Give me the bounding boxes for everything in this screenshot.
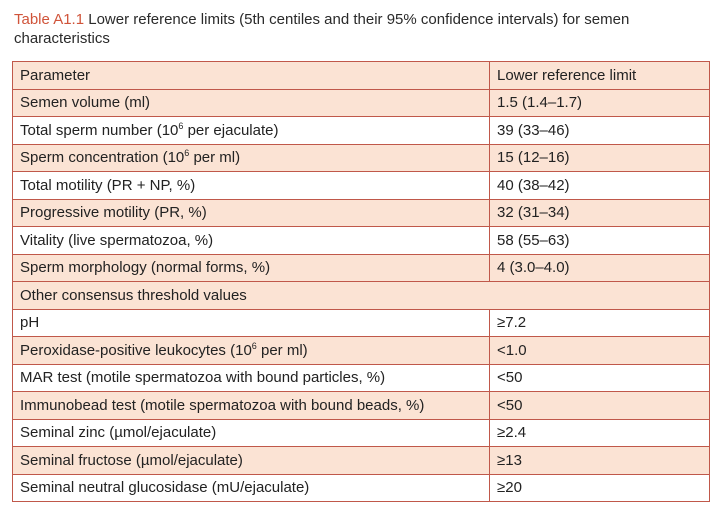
parameter-text: Sperm concentration (10 [20,149,185,167]
parameter-cell: Seminal zinc (µmol/ejaculate) [13,419,490,447]
parameter-cell [13,144,490,172]
table-row [13,254,710,282]
table-row [13,89,710,117]
value-cell: 4 (3.0–4.0) [490,254,710,282]
parameter-cell: Seminal neutral glucosidase (mU/ejaculate) [13,474,490,502]
parameter-cell: Total motility (PR + NP, %) [13,172,490,200]
table-row [13,309,710,337]
value-cell: <50 [490,392,710,420]
header-lower-limit: Lower reference limit [490,62,710,90]
value-cell: 39 (33–46) [490,117,710,145]
exponent: 6 [184,148,190,159]
value-cell: 58 (55–63) [490,227,710,255]
value-cell: <50 [490,364,710,392]
parameter-text: Peroxidase-positive leukocytes (10 [20,341,252,359]
table-row [13,474,710,502]
value-cell: <1.0 [490,337,710,365]
parameter-text: Total sperm number (10 [20,121,179,139]
table-row [13,447,710,475]
value-cell: ≥20 [490,474,710,502]
value-cell: 15 (12–16) [490,144,710,172]
table-title: Lower reference limits (5th centiles and their 95% confidence intervals) for semen characteristics [14,11,630,47]
header-parameter: Parameter [13,62,490,90]
table-row [13,364,710,392]
parameter-cell [13,117,490,145]
value-cell: ≥2.4 [490,419,710,447]
table-row [13,337,710,365]
exponent: 6 [178,120,184,131]
parameter-cell: Immunobead test (motile spermatozoa with bound beads, %) [13,392,490,420]
table-row [13,392,710,420]
reference-limits-table [12,61,710,502]
section-title: Other consensus threshold values [13,282,710,310]
parameter-cell: Vitality (live spermatozoa, %) [13,227,490,255]
table-row [13,227,710,255]
table-row [13,117,710,145]
table-caption [14,10,714,48]
parameter-cell [13,337,490,365]
value-cell: ≥7.2 [490,309,710,337]
table-number: Table A1.1 [14,11,85,28]
parameter-cell: Seminal fructose (µmol/ejaculate) [13,447,490,475]
parameter-cell: MAR test (motile spermatozoa with bound particles, %) [13,364,490,392]
parameter-text: per ml) [189,149,241,167]
value-cell: 40 (38–42) [490,172,710,200]
table-row [13,144,710,172]
header-row [13,62,710,90]
exponent: 6 [251,340,257,351]
value-cell: 32 (31–34) [490,199,710,227]
table-row [13,419,710,447]
value-cell: 1.5 (1.4–1.7) [490,89,710,117]
parameter-cell: pH [13,309,490,337]
parameter-cell: Semen volume (ml) [13,89,490,117]
parameter-cell: Progressive motility (PR, %) [13,199,490,227]
table-row [13,199,710,227]
parameter-text: per ejaculate) [183,121,279,139]
table-row [13,172,710,200]
parameter-cell: Sperm morphology (normal forms, %) [13,254,490,282]
parameter-text: per ml) [256,341,308,359]
value-cell: ≥13 [490,447,710,475]
section-row [13,282,710,310]
